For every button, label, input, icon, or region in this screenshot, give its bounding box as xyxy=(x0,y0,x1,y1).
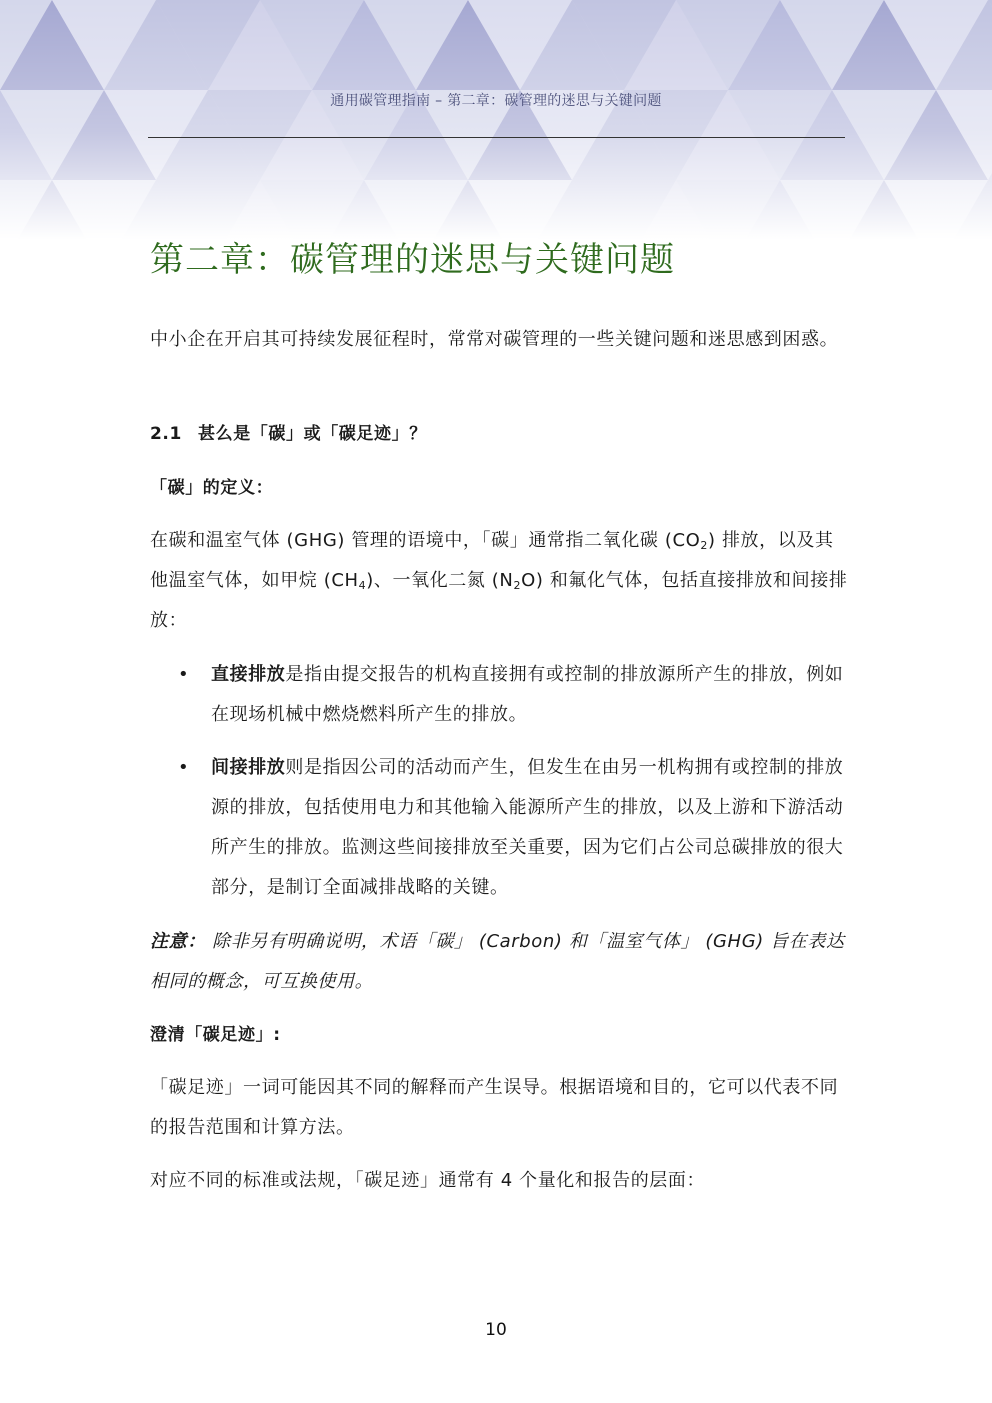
ch4-subscript: 4 xyxy=(358,579,367,592)
section-heading-2-1 xyxy=(150,414,850,454)
n2o-subscript: 2 xyxy=(513,579,522,592)
bullet-body: 则是指因公司的活动而产生，但发生在由另一机构拥有或控制的排放源的排放，包括使用电力和其他输入能源所产生的排放，以及上游和下游活动所产生的排放。监测这些间接排放至关重要，因为它们占公司总碳排放的很大部分，是制订全面减排战略的关键。 xyxy=(211,757,844,898)
bullet-term: 直接排放 xyxy=(211,664,286,685)
definition-heading: 「碳」的定义： xyxy=(150,478,274,498)
section-title: 甚么是「碳」或「碳足迹」？ xyxy=(198,424,427,444)
page-number: 10 xyxy=(485,1320,507,1340)
header-banner xyxy=(0,0,992,240)
levels-paragraph: 对应不同的标准或法规，「碳足迹」通常有 4 个量化和报告的层面： xyxy=(150,1170,706,1191)
section-number: 2.1 xyxy=(150,424,182,444)
intro-paragraph: 中小企在开启其可持续发展征程时，常常对碳管理的一些关键问题和迷思感到困惑。 xyxy=(150,329,839,350)
definition-text-c: )、一氧化二氮 (N xyxy=(366,570,514,591)
chapter-title: 第二章：碳管理的迷思与关键问题 xyxy=(150,240,675,280)
bullet-text xyxy=(211,655,861,735)
bullet-text xyxy=(211,748,861,908)
clarify-heading: 澄清「碳足迹」: xyxy=(150,1025,281,1045)
note-label: 注意： xyxy=(150,931,206,952)
definition-paragraph xyxy=(150,521,850,641)
definition-text-d: O) 和氟化气体，包括直接排放和间接排放： xyxy=(150,570,848,631)
bullet-body: 是指由提交报告的机构直接拥有或控制的排放源所产生的排放，例如在现场机械中燃烧燃料所产生的排放。 xyxy=(211,664,844,725)
note-paragraph xyxy=(150,922,850,1002)
bullet-term: 间接排放 xyxy=(211,757,286,778)
bullet-icon: • xyxy=(178,757,189,778)
running-header: 通用碳管理指南 – 第二章：碳管理的迷思与关键问题 xyxy=(330,93,662,109)
note-text: 除非另有明确说明，术语「碳」 (Carbon) 和「温室气体」 (GHG) 旨在表达相同的概念，可互换使用。 xyxy=(150,931,845,992)
definition-text-b: ) 排放，以及其他温室气体，如甲烷 (CH xyxy=(150,530,834,591)
co2-subscript: 2 xyxy=(700,539,709,552)
clarify-paragraph: 「碳足迹」一词可能因其不同的解释而产生误导。根据语境和目的，它可以代表不同的报告范围和计算方法。 xyxy=(150,1077,839,1138)
definition-text-a: 在碳和温室气体 (GHG) 管理的语境中，「碳」通常指二氧化碳 (CO xyxy=(150,530,701,551)
header-rule xyxy=(148,137,845,138)
bullet-icon: • xyxy=(178,664,189,685)
